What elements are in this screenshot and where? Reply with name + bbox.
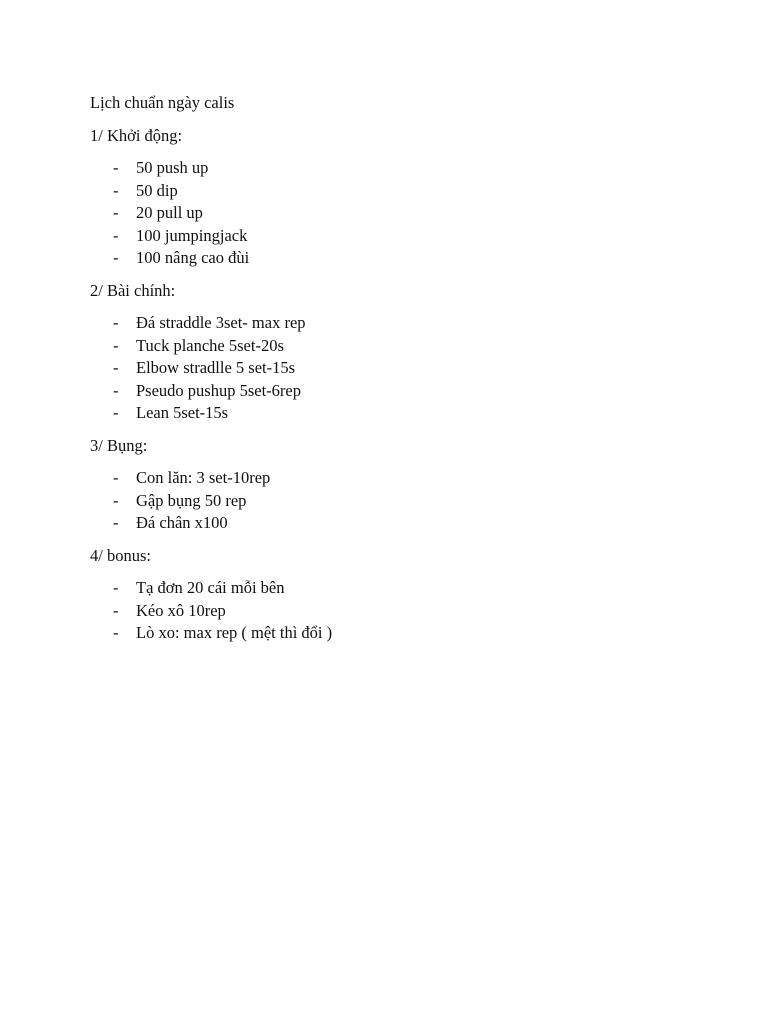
item-list (90, 312, 710, 425)
item-text: Kéo xô 10rep (136, 600, 226, 620)
list-item (90, 247, 710, 270)
bullet-dash: - (113, 203, 119, 222)
item-list (90, 467, 710, 535)
section-heading: 3/ Bụng: (90, 435, 148, 455)
list-item (90, 312, 710, 335)
list-item (90, 225, 710, 248)
item-text: Đá chân x100 (136, 513, 228, 532)
list-item (90, 357, 710, 380)
section-main (90, 280, 710, 425)
bullet-dash: - (113, 380, 119, 400)
bullet-dash: - (113, 335, 119, 355)
bullet-dash: - (113, 490, 119, 510)
list-item (90, 335, 710, 358)
bullet-dash: - (113, 468, 119, 487)
bullet-dash: - (113, 248, 119, 267)
item-text: Tuck planche 5set-20s (136, 335, 284, 355)
document-title: Lịch chuẩn ngày calis (90, 93, 235, 112)
list-item (90, 622, 710, 645)
bullet-dash: - (113, 358, 119, 377)
item-text: 50 dip (136, 180, 178, 200)
bullet-dash: - (113, 180, 119, 200)
item-list (90, 157, 710, 270)
list-item (90, 577, 710, 600)
bullet-dash: - (113, 513, 119, 532)
item-list (90, 577, 710, 645)
bullet-dash: - (113, 158, 119, 177)
section-heading: 1/ Khởi động: (90, 125, 183, 145)
section-bonus (90, 545, 710, 645)
list-item (90, 512, 710, 535)
bullet-dash: - (113, 623, 119, 642)
item-text: Lò xo: max rep ( mệt thì đổi ) (136, 623, 333, 642)
bullet-dash: - (113, 600, 119, 620)
item-text: 50 push up (136, 158, 209, 177)
section-heading: 4/ bonus: (90, 545, 151, 565)
list-item (90, 467, 710, 490)
list-item (90, 600, 710, 623)
list-item (90, 490, 710, 513)
section-warmup (90, 125, 710, 270)
list-item (90, 202, 710, 225)
item-text: Tạ đơn 20 cái mỗi bên (136, 578, 285, 597)
list-item (90, 180, 710, 203)
item-text: 20 pull up (136, 203, 203, 222)
document-page (90, 92, 710, 655)
section-abs (90, 435, 710, 535)
item-text: Con lăn: 3 set-10rep (136, 468, 271, 487)
section-heading: 2/ Bài chính: (90, 280, 176, 300)
item-text: Lean 5set-15s (136, 403, 229, 422)
item-text: 100 jumpingjack (136, 225, 248, 245)
item-text: Gập bụng 50 rep (136, 490, 247, 510)
item-text: 100 nâng cao đùi (136, 248, 250, 267)
item-text: Elbow stradlle 5 set-15s (136, 358, 296, 377)
bullet-dash: - (113, 578, 119, 597)
list-item (90, 157, 710, 180)
item-text: Đá straddle 3set- max rep (136, 313, 306, 332)
item-text: Pseudo pushup 5set-6rep (136, 380, 301, 400)
bullet-dash: - (113, 403, 119, 422)
list-item (90, 402, 710, 425)
bullet-dash: - (113, 225, 119, 245)
list-item (90, 380, 710, 403)
bullet-dash: - (113, 313, 119, 332)
